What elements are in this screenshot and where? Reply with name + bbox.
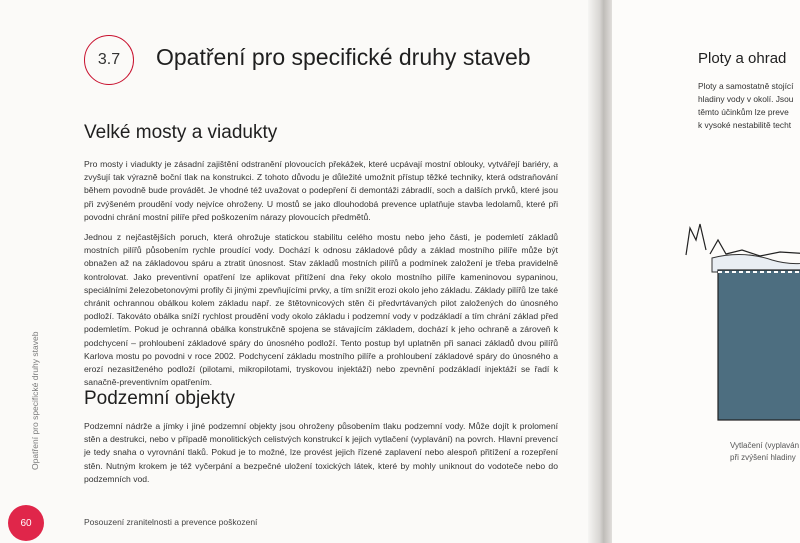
right-text-line: Ploty a samostatně stojící — [698, 81, 794, 91]
right-text-line: hladiny vody v okolí. Jsou — [698, 94, 794, 104]
caption-line: při zvýšení hladiny — [730, 453, 796, 462]
caption-line: Vytlačení (vyplaván — [730, 441, 800, 450]
section-title-underground: Podzemní objekty — [84, 388, 236, 409]
book-gutter — [588, 0, 614, 543]
section-title-bridges: Velké mosty a viadukty — [84, 122, 278, 143]
right-text-line: těmto účinkům lze preve — [698, 107, 789, 117]
chapter-title: Opatření pro specifické druhy staveb — [156, 44, 531, 70]
chapter-number: 3.7 — [97, 51, 121, 68]
paragraph-underground-1: Podzemní nádrže a jímky i jiné podzemní objekty jsou ohroženy působením tlaku podzemní vody. Může dojít k prolomení stěn a destrukci, nebo v případě monolitických celistvých konstrukcí k jejich vytlačení (vyplavání) na povrch. Hlavní prevencí je tedy snaha o vyrovnání tlaků. Pokud je to možné, lze provést jejich řízené zaplavení nebo alespoň přitížení a rozepření stěn. Nutným krokem je též vyčerpání a bezpečné uložení toxických látek, které by mohly uniknout do vodoteče nebo do podzemních vod. — [84, 421, 558, 484]
paragraph-bridges-1: Pro mosty i viadukty je zásadní zajištění odstranění plovoucích překážek, které ucpávají mostní oblouky, vytvářejí bariéry, a zvyšují tak výrazně boční tlak na konstrukci. Z tohoto důvodu je důležité umožnit přístup těžké techniky, která odstraňování během povodně bude provádět. Je vhodné též uvažovat o podepření či demontáži zábradlí, soch a dalších prvků, které jsou při zvýšeném proudění vody nejvíce ohroženy. U mostů se jako dlouhodobá prevence uplatňuje stavba ledolamů, které při povodni chrání mostní pilíře před poškozením nárazy plovoucích předmětů. — [84, 159, 558, 222]
chapter-number-badge — [84, 35, 134, 85]
right-text-line: k vysoké nestabilitě techt — [698, 120, 792, 130]
paragraph-bridges-2: Jednou z nejčastějších poruch, která ohrožuje statickou stabilitu celého mostu nebo jeho části, je podemletí základů mostních pilířů působením rychle proudící vody. Dochází k odnosu základové půdy a základ mostního pilíře může být obnažen až na základovou spáru a ztratit únosnost. Stav základů mostních pilířů a podmínek založení je třeba pravidelně kontrolovat. Jako preventivní opatření lze aplikovat přitížení dna řeky okolo mostního pilíře kameninovou sypaninou, speciálními železobetonovými profily či jinými zpevňujícími prvky, a tím snížit erozi okolo jeho základu. Základy pilířů lze také chránit ochrannou obálkou kolem základu např. ze štětovnicových stěn či předvrtávaných pilot založených do únosného podloží. Takováto obálka sníží rychlost proudění vody okolo základu i podzemní vody v podzákladí a tím chrání základ před podemletím. Pokud je ochranná obálka konstrukčně spojena se stávajícím základem, dochází k jeho ochraně a zároveň k podchycení – prohloubení základové spáry do únosného podloží. Tento postup byl uplatněn při sanaci základů dvou pilířů Karlova mostu po povodni v roce 2002. Podchycení základu mostního pilíře a prohloubení základové spáry do únosného a erozí nezasitženého podloží (pilotami, mikropilotami, tryskovou injektáží) nebo zpevnění podzákladí injektáží se řadí k sanačně-preventivním opatřením. — [84, 232, 558, 388]
footer-running-title: Posouzení zranitelnosti a prevence poškození — [84, 517, 258, 527]
water-block-icon — [718, 270, 800, 420]
right-page-title: Ploty a ohrad — [698, 50, 787, 67]
right-page-text — [698, 80, 800, 132]
right-page — [612, 0, 800, 543]
side-running-title: Opatření pro specifické druhy staveb — [30, 331, 40, 470]
page-number: 60 — [20, 517, 32, 529]
sketch-line-icon — [686, 224, 800, 256]
flood-illustration — [682, 210, 800, 435]
page-number-badge — [8, 505, 44, 541]
right-page-caption — [730, 440, 799, 464]
